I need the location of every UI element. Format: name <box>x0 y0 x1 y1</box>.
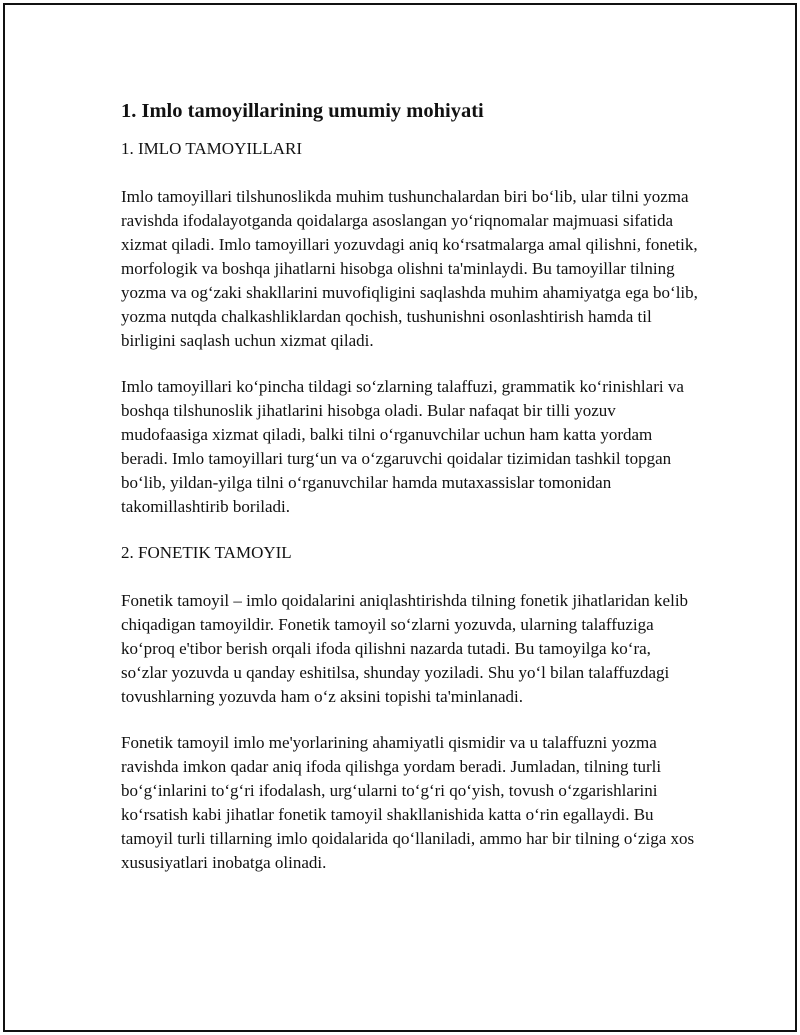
paragraph: Fonetik tamoyil imlo me'yorlarining ahamiyatli qismidir va u talaffuzni yozma ravishda imkon qadar aniq ifoda qilishga yordam beradi. Jumladan, tilning turli bo‘g‘inlarini to‘g‘ri ifodalash, urg‘ularni to‘g‘ri qo‘yish, tovush o‘zgarishlarini ko‘rsatish kabi jihatlar fonetik tamoyil shakllanishida katta o‘rin egallaydi. Bu tamoyil turli tillarning imlo qoidalarida qo‘llaniladi, ammo har bir tilning o‘ziga xos xususiyatlari inobatga olinadi. <box>121 733 695 872</box>
section-heading-fonetik-tamoyil: 2. FONETIK TAMOYIL <box>121 543 292 562</box>
document-body <box>121 97 701 875</box>
page-frame <box>3 3 797 1032</box>
paragraph: Fonetik tamoyil – imlo qoidalarini aniqlashtirishda tilning fonetik jihatlaridan kelib chiqadigan tamoyildir. Fonetik tamoyil so‘zlarni yozuvda, ularning talaffuziga ko‘proq e'tibor berish orqali ifoda qilishni nazarda tutadi. Bu tamoyilga ko‘ra, so‘zlar yozuvda u qanday eshitilsa, shunday yoziladi. Shu yo‘l bilan talaffuzdagi tovushlarning yozuvda ham o‘z aksini topishi ta'minlanadi. <box>121 591 689 706</box>
paragraph: Imlo tamoyillari ko‘pincha tildagi so‘zlarning talaffuzi, grammatik ko‘rinishlari va boshqa tilshunoslik jihatlarini hisobga oladi. Bular nafaqat bir tilli yozuv mudofaasiga xizmat qiladi, balki tilni o‘rganuvchilar uchun ham katta yordam beradi. Imlo tamoyillari turg‘un va o‘zgaruvchi qoidalar tizimidan tashkil topgan bo‘lib, yildan-yilga tilni o‘rganuvchilar hamda mutaxassislar tomonidan takomillashtirib boriladi. <box>121 377 684 516</box>
paragraph: Imlo tamoyillari tilshunoslikda muhim tushunchalardan biri bo‘lib, ular tilni yozma ravishda ifodalayotganda qoidalarga asoslangan yo‘riqnomalar majmuasi sifatida xizmat qiladi. Imlo tamoyillari yozuvdagi aniq ko‘rsatmalarga amal qilishni, fonetik, morfologik va boshqa jihatlarni hisobga olishni ta'minlaydi. Bu tamoyillar tilning yozma va og‘zaki shakllarini muvofiqligini saqlashda muhim ahamiyatga ega bo‘lib, yozma nutqda chalkashliklardan qochish, tushunishni osonlashtirish hamda til birligini saqlash uchun xizmat qiladi. <box>121 187 698 350</box>
document-title: 1. Imlo tamoyillarining umumiy mohiyati <box>121 100 484 122</box>
section-heading-imlo-tamoyillari: 1. IMLO TAMOYILLARI <box>121 139 303 158</box>
